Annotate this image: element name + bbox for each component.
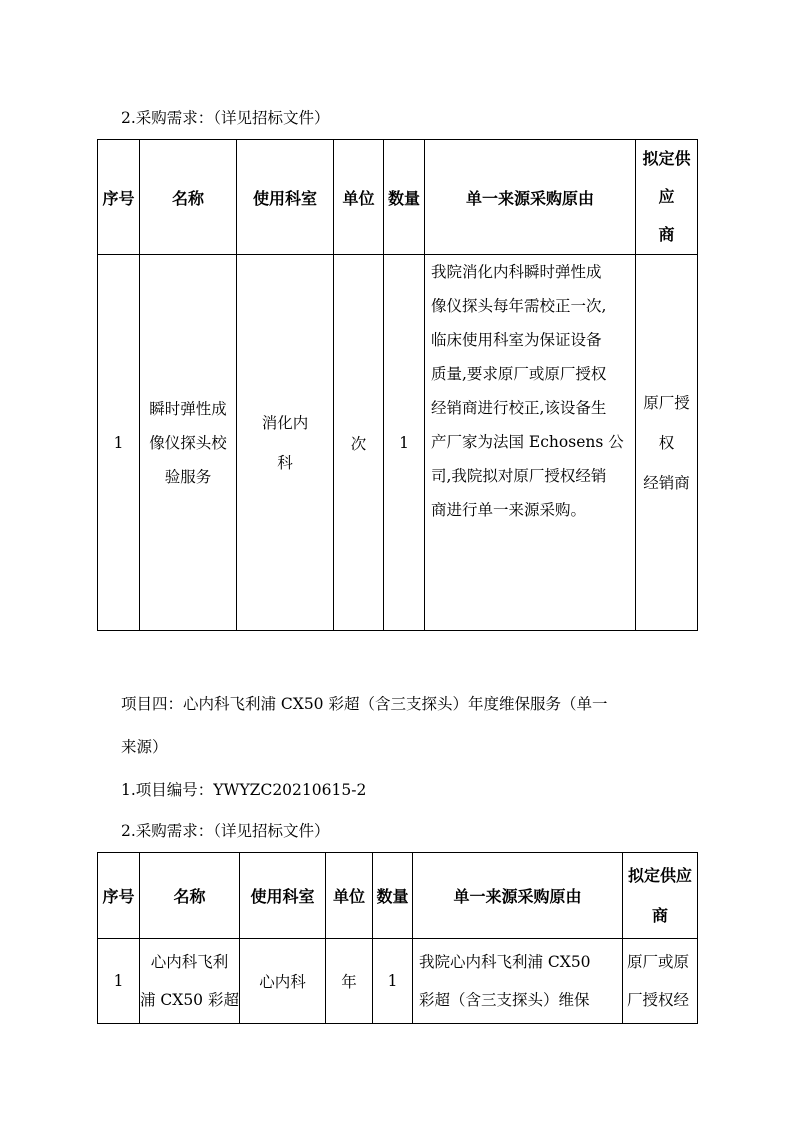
row-department-line: 消化内 <box>261 413 309 432</box>
header-supplier-line-1: 拟定供应 <box>627 865 692 885</box>
reason-line: 商进行单一来源采购。 <box>431 501 587 519</box>
row-name-line: 验服务 <box>164 467 212 486</box>
row-name-line: 像仪探头校 <box>149 433 227 452</box>
row-supplier <box>623 939 698 1024</box>
row-supplier-line: 经销商 <box>643 473 690 492</box>
row-quantity: 1 <box>373 939 413 1024</box>
row-name-line: 浦 CX50 彩超 <box>140 991 239 1009</box>
reason-line: 司,我院拟对原厂授权经销 <box>431 467 607 485</box>
row-name-line: 瞬时弹性成 <box>149 399 227 418</box>
row-name-line: 心内科飞利 <box>150 953 229 971</box>
row-index: 1 <box>98 939 140 1024</box>
reason-line: 产厂家为法国 Echosens 公 <box>431 433 624 451</box>
table-row <box>98 255 698 631</box>
row-supplier-line: 厂授权经 <box>627 991 690 1009</box>
row-department <box>237 255 334 631</box>
header-quantity: 数量 <box>373 853 413 939</box>
reason-line: 临床使用科室为保证设备 <box>431 331 602 349</box>
reason-line: 经销商进行校正,该设备生 <box>431 399 607 417</box>
header-reason: 单一来源采购原由 <box>425 140 636 255</box>
table-header-row <box>98 140 698 255</box>
header-name: 名称 <box>140 853 240 939</box>
project-title-line-2: 来源） <box>121 738 168 756</box>
header-supplier-line-2: 商 <box>658 225 675 244</box>
header-supplier-line-2: 商 <box>651 905 668 925</box>
header-department: 使用科室 <box>237 140 334 255</box>
row-supplier-line: 原厂授权 <box>643 393 690 452</box>
row-unit: 次 <box>334 255 384 631</box>
header-supplier <box>623 853 698 939</box>
row-name <box>140 939 240 1024</box>
row-supplier-line: 原厂或原 <box>627 953 690 971</box>
reason-line: 像仪探头每年需校正一次, <box>431 297 607 315</box>
header-department: 使用科室 <box>240 853 326 939</box>
row-department-line: 科 <box>277 453 293 472</box>
row-department: 心内科 <box>240 939 326 1024</box>
reason-line: 彩超（含三支探头）维保 <box>419 991 590 1009</box>
row-reason <box>425 255 636 631</box>
header-index: 序号 <box>98 853 140 939</box>
header-index: 序号 <box>98 140 140 255</box>
header-supplier-line-1: 拟定供应 <box>642 149 691 206</box>
row-reason-text <box>425 255 635 527</box>
row-index: 1 <box>98 255 140 631</box>
row-reason <box>413 939 623 1024</box>
table-header-row <box>98 853 698 939</box>
reason-line: 我院消化内科瞬时弹性成 <box>431 263 602 281</box>
procurement-requirement-line-1: 2.采购需求：（详见招标文件） <box>121 109 330 127</box>
reason-line: 我院心内科飞利浦 CX50 <box>419 953 591 971</box>
header-unit: 单位 <box>326 853 373 939</box>
row-unit: 年 <box>326 939 373 1024</box>
header-quantity: 数量 <box>384 140 425 255</box>
header-reason: 单一来源采购原由 <box>413 853 623 939</box>
header-name: 名称 <box>140 140 237 255</box>
project-title-line-1: 项目四：心内科飞利浦 CX50 彩超（含三支探头）年度维保服务（单一 <box>121 695 608 713</box>
procurement-requirement-line-2: 2.采购需求：（详见招标文件） <box>121 822 330 840</box>
procurement-table-2 <box>97 852 698 1024</box>
procurement-table-1 <box>97 139 698 631</box>
row-quantity: 1 <box>384 255 425 631</box>
row-reason-text <box>413 943 622 1019</box>
table-row <box>98 939 698 1024</box>
header-supplier <box>636 140 698 255</box>
project-number-line: 1.项目编号：YWYZC20210615-2 <box>121 781 367 799</box>
reason-line: 质量,要求原厂或原厂授权 <box>431 365 607 383</box>
row-name <box>140 255 237 631</box>
header-unit: 单位 <box>334 140 384 255</box>
row-supplier <box>636 255 698 631</box>
